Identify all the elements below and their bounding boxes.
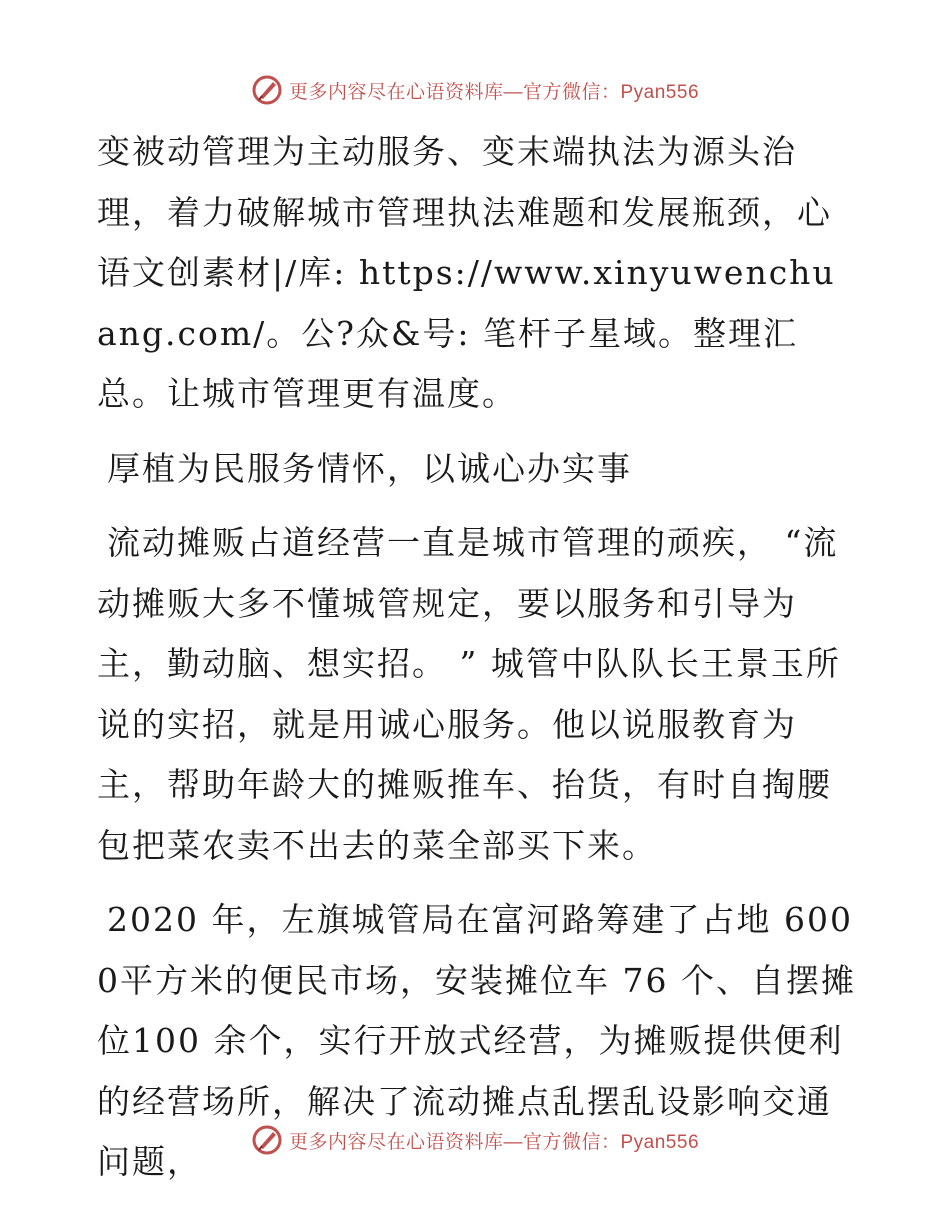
document-body <box>97 122 857 1193</box>
quill-logo-icon <box>251 74 283 106</box>
paragraph-3: 2020 年，左旗城管局在富河路筹建了占地 6000平方米的便民市场，安装摊位车 76 个、自摆摊位100 余个，实行开放式经营，为摊贩提供便利的经营场所，解决了流动摊点乱摆乱设影响交通问题， <box>97 900 856 1181</box>
paragraph-1: 变被动管理为主动服务、变末端执法为源头治理，着力破解城市管理执法难题和发展瓶颈，心语文创素材|/库: https://www.xinyuwenchuang.com/。公?众&号: 笔杆子星域。整理汇总。让城市管理更有温度。 <box>97 132 836 413</box>
watermark-account: Pyan556 <box>620 81 700 103</box>
watermark-text: 更多内容尽在心语资料库—官方微信：Pyan556 <box>288 1131 700 1153</box>
watermark-footer <box>0 1120 950 1160</box>
paragraph-2: 流动摊贩占道经营一直是城市管理的顽疾， “流动摊贩大多不懂城管规定，要以服务和引导为主，勤动脑、想实招。 ” 城管中队队长王景玉所说的实招，就是用诚心服务。他以说服教育为主，帮助年龄大的摊贩推车、抬货，有时自掏腰包把菜农卖不出去的菜全部买下来。 <box>97 523 841 865</box>
section-heading: 厚植为民服务情怀，以诚心办实事 <box>107 448 632 488</box>
watermark-header <box>0 70 950 110</box>
watermark-account: Pyan556 <box>620 1131 700 1153</box>
quill-logo-icon <box>251 1124 283 1156</box>
watermark-text: 更多内容尽在心语资料库—官方微信：Pyan556 <box>288 81 700 103</box>
